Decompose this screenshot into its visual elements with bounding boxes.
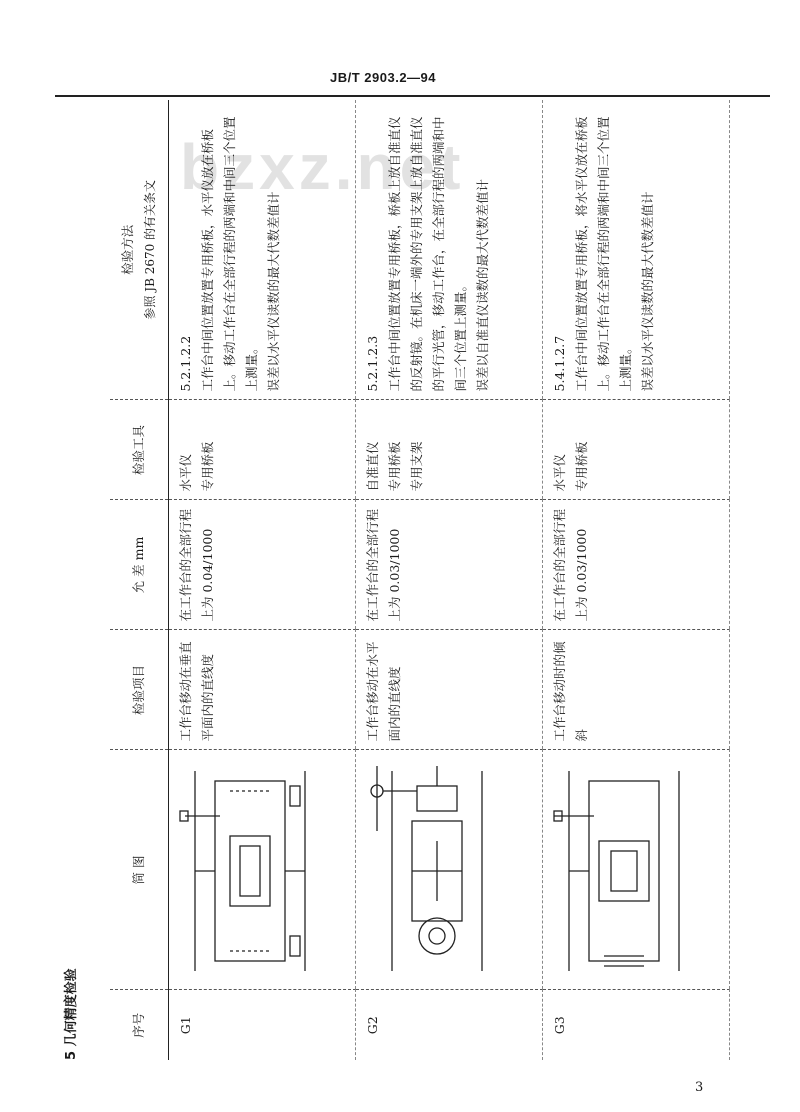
row-id: G1 xyxy=(169,990,356,1060)
col-method-header xyxy=(110,100,169,400)
tools-list xyxy=(169,400,356,500)
item-text: 工作台移动时的倾斜 xyxy=(543,630,730,750)
item-text: 工作台移动在水平面内的直线度 xyxy=(356,630,543,750)
method-text: 工作台中间位置放置专用桥板，桥板上放自准直仪的反射镜。在机床一端外的专用支架上放自准直仪的平行光管，移动工作台，在全部行程的两端和中间三个位置上测量。 xyxy=(387,116,468,392)
method-error: 误差以水平仪读数的最大代数差值计 xyxy=(266,191,281,392)
tool-item: 专用桥板 xyxy=(200,441,215,492)
table-row xyxy=(169,100,356,1060)
tool-item: 专用桥板 xyxy=(574,441,589,492)
tolerance-text: 在工作台的全部行程上为 0.03/1000 xyxy=(356,500,543,630)
col-diagram-header: 简 图 xyxy=(110,750,169,990)
diagram-g3 xyxy=(543,750,730,990)
col-item-header: 检验项目 xyxy=(110,630,169,750)
col-index-header: 序号 xyxy=(110,990,169,1060)
method-ref: 5.4.1.2.7 xyxy=(552,335,567,392)
method-text: 工作台中间位置放置专用桥板，水平仪放在桥板上。移动工作台在全部行程的两端和中间三个位置上测量。 xyxy=(200,116,259,392)
tool-item: 水平仪 xyxy=(178,453,193,492)
machine-diagram-icon xyxy=(175,762,325,982)
header-rule xyxy=(55,95,770,97)
method-cell xyxy=(356,100,543,400)
machine-diagram-icon xyxy=(549,762,699,982)
row-id: G2 xyxy=(356,990,543,1060)
watermark: bzxz.net xyxy=(180,131,465,203)
method-ref: 5.2.1.2.3 xyxy=(365,335,380,392)
standard-code: JB/T 2903.2—94 xyxy=(330,70,437,85)
table-row xyxy=(543,100,730,1060)
col-tolerance-header: 允 差 mm xyxy=(110,500,169,630)
tolerance-text: 在工作台的全部行程上为 0.04/1000 xyxy=(169,500,356,630)
machine-diagram-icon xyxy=(362,762,512,982)
tool-item: 专用桥板 xyxy=(387,441,402,492)
section-title: 5 几何精度检验 xyxy=(64,968,79,1060)
table-row xyxy=(356,100,543,1060)
tool-item: 专用支架 xyxy=(409,441,424,492)
method-cell xyxy=(543,100,730,400)
method-text: 工作台中间位置放置专用桥板，将水平仪放在桥板上。移动工作台在全部行程的两端和中间三个位置上测量。 xyxy=(574,116,633,392)
row-id: G3 xyxy=(543,990,730,1060)
method-title: 检验方法 xyxy=(120,224,135,275)
rotated-table-area xyxy=(64,100,730,1060)
diagram-g1 xyxy=(169,750,356,990)
method-error: 误差以水平仪读数的最大代数差值计 xyxy=(640,191,655,392)
geometric-accuracy-table xyxy=(110,100,730,1060)
method-error: 误差以自准直仪读数的最大代数差值计 xyxy=(475,178,490,392)
tool-item: 水平仪 xyxy=(552,453,567,492)
method-ref: 5.2.1.2.2 xyxy=(178,335,193,392)
method-cell xyxy=(169,100,356,400)
tool-item: 自准直仪 xyxy=(365,441,380,492)
method-subtitle: 参照 JB 2670 的有关条文 xyxy=(143,179,157,320)
tools-list xyxy=(356,400,543,500)
col-tools-header: 检验工具 xyxy=(110,400,169,500)
diagram-g2 xyxy=(356,750,543,990)
tolerance-text: 在工作台的全部行程上为 0.03/1000 xyxy=(543,500,730,630)
page-number: 3 xyxy=(695,1080,704,1095)
item-text: 工作台移动在垂直平面内的直线度 xyxy=(169,630,356,750)
tools-list xyxy=(543,400,730,500)
